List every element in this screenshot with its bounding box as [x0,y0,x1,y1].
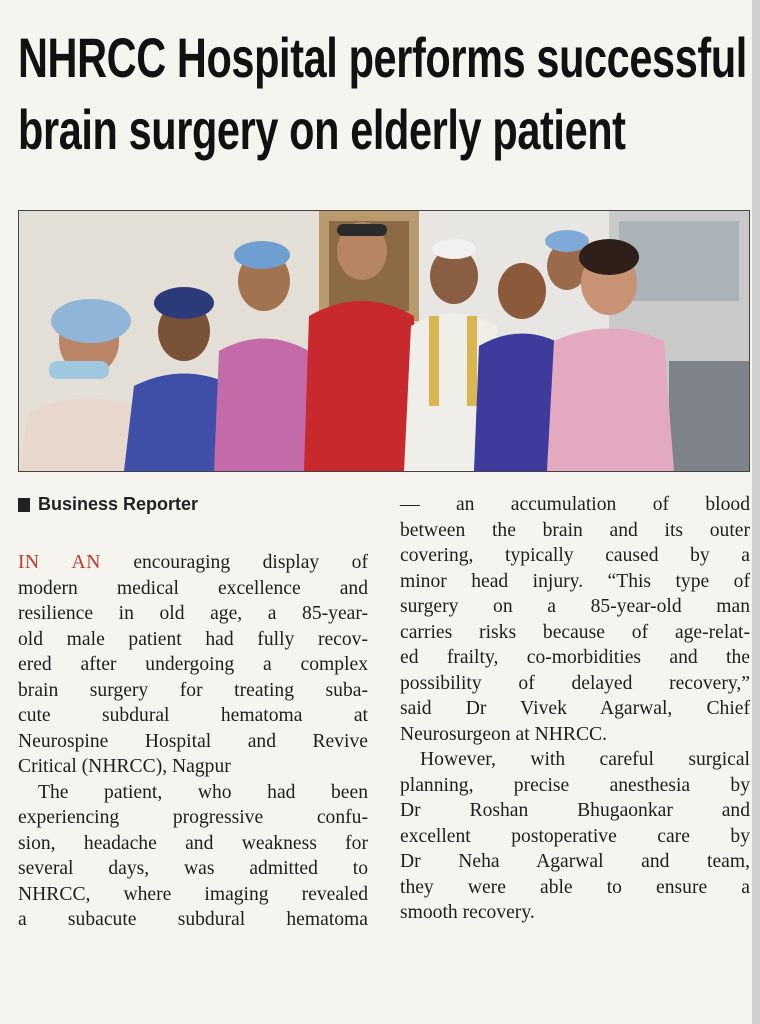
article-line: Neurospine Hospital and Revive [18,730,368,752]
article-column-left [18,550,368,933]
article-line: possibility of delayed recovery,” [400,672,750,694]
article-line-text: encouraging display of [100,552,368,573]
article-line: Critical (NHRCC), Nagpur [18,756,231,777]
article-line: covering, typically caused by a [400,545,750,566]
headline-line-1: NHRCC Hospital performs successful [18,26,747,89]
group-photo [18,210,750,472]
headline [18,22,747,166]
article-line: several days, was admitted to [18,858,368,879]
article-line: NHRCC, where imaging revealed [18,883,368,905]
headline-line-2: brain surgery on elderly patient [18,98,626,161]
article-line: Neurosurgeon at NHRCC. [400,723,607,745]
article-line: sion, headache and weakness for [18,832,368,854]
article-line: old male patient had fully recov- [18,628,368,650]
article-line: Dr Roshan Bhugaonkar and [400,800,750,821]
article-line: said Dr Vivek Agarwal, Chief [400,698,750,719]
article-line: The patient, who had been [38,781,368,803]
byline-square-icon [18,498,30,512]
article-line: — an accumulation of blood [400,494,750,515]
article-line: resilience in old age, a 85-year- [18,603,368,624]
group-photo-icon [19,211,749,471]
article-line: carries risks because of age-relat- [400,621,750,643]
article-line: minor head injury. “This type of [400,570,750,592]
article-line: ered after undergoing a complex [18,654,368,675]
byline-text: Business Reporter [38,494,199,514]
article-line [18,550,368,576]
page-edge [752,0,760,1024]
byline [18,494,198,515]
article-line: cute subdural hematoma at [18,705,368,726]
article-line: a subacute subdural hematoma [18,909,368,930]
article-line: planning, precise anesthesia by [400,774,750,796]
article-line: experiencing progressive confu- [18,807,368,828]
article-line: excellent postoperative care by [400,825,750,847]
article-line: they were able to ensure a [400,876,750,898]
article-lead: IN AN [18,552,101,573]
article-line: between the brain and its outer [400,519,750,541]
article-line: ed frailty, co-morbidities and the [400,647,750,668]
article-line: brain surgery for treating suba- [18,679,368,701]
article-line: However, with careful surgical [420,749,750,770]
article-column-right [400,492,750,926]
article-line: modern medical excellence and [18,577,368,599]
article-line: surgery on a 85-year-old man [400,596,750,617]
article-line: Dr Neha Agarwal and team, [400,851,750,872]
article-line: smooth recovery. [400,902,535,923]
